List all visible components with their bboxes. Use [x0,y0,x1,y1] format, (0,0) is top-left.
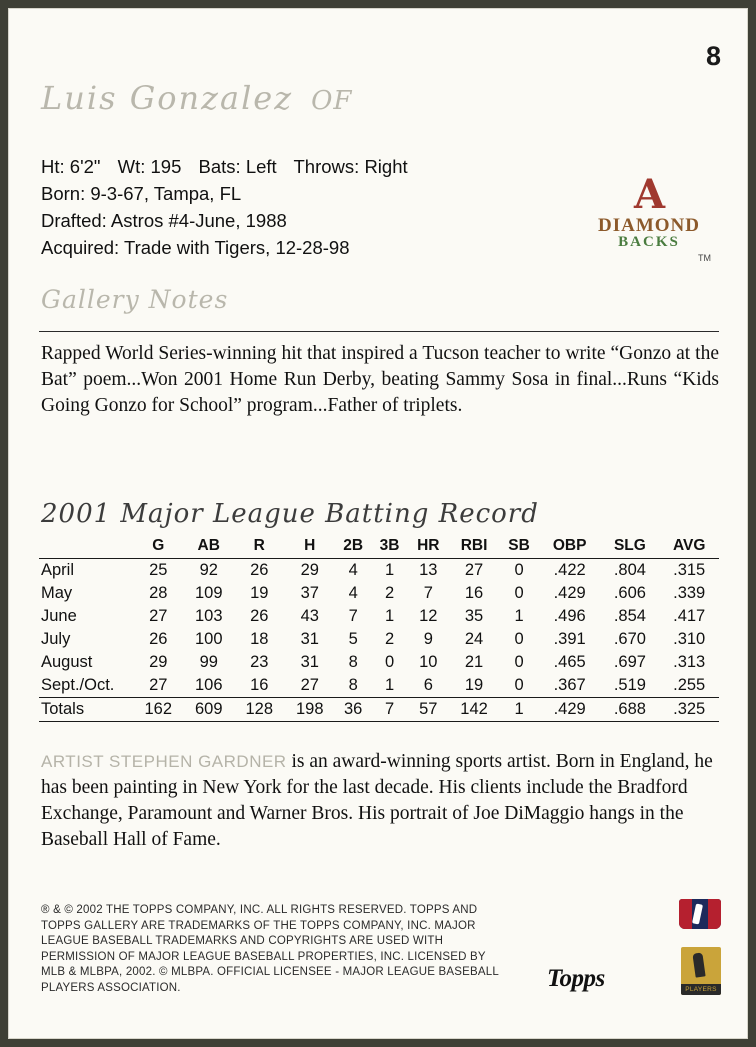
cell-r: 26 [250,561,269,579]
cell-g: 27 [149,607,168,625]
cell-2b: 7 [348,607,358,625]
vitals-born: Born: 9-3-67, Tampa, FL [41,183,242,204]
gallery-notes-heading: Gallery Notes [41,285,229,314]
cell-slg: .688 [613,700,646,718]
cell-month: August [41,653,93,671]
weight-value: 195 [150,156,182,177]
cell-obp: .391 [553,630,586,648]
cell-slg: .606 [613,584,646,602]
table-body [39,559,719,722]
player-name [41,79,352,117]
bats-label: Bats: [198,156,241,177]
cell-sb: 1 [514,700,524,718]
col-header-g: G [152,537,165,554]
cell-2b: 8 [348,653,358,671]
col-header-avg: AVG [672,537,706,554]
col-header-3b: 3B [379,537,400,554]
cell-h: 37 [300,584,319,602]
cell-h: 27 [300,676,319,694]
trademark-symbol: TM [698,253,711,263]
stats-title: 2001 Major League Batting Record [41,499,539,529]
team-logo-diamondbacks [589,171,711,267]
table-row [39,651,719,674]
cell-hr: 12 [419,607,438,625]
cell-h: 198 [295,700,324,718]
col-header-rbi: RBI [460,537,488,554]
cell-avg: .417 [673,607,706,625]
player-position: OF [311,86,353,116]
cell-slg: .854 [613,607,646,625]
cell-avg: .339 [673,584,706,602]
cell-3b: 1 [384,561,395,579]
cell-h: 31 [300,630,319,648]
cell-g: 29 [149,653,168,671]
mlb-logo-icon [679,899,721,929]
table-row [39,628,719,651]
throws-label: Throws: [293,156,360,177]
vitals-line-measurements [41,153,408,180]
cell-month: Totals [41,700,85,718]
height-label: Ht: [41,156,65,177]
cell-r: 19 [250,584,269,602]
gallery-notes-body: Rapped World Series-winning hit that inspired a Tucson teacher to write “Gonzo at the Bat” poem...Won 2001 Home Run Derby, beating Sammy Sosa in final...Runs “Kids Going Gonzo for School” program...Father of triplets. [41,343,719,416]
table-header-row [39,535,719,559]
cell-ab: 109 [194,584,223,602]
col-header-month [39,535,133,559]
cell-sb: 0 [514,653,524,671]
player-name-text: Luis Gonzalez [41,79,294,117]
col-header-hr: HR [417,537,440,554]
cell-rbi: 16 [464,584,484,602]
col-header-ab: AB [197,537,220,554]
cell-2b: 36 [344,700,363,718]
table-row [39,559,719,583]
cell-3b: 2 [384,630,395,648]
batting-record-table [39,535,719,722]
diamondbacks-word-diamond: DIAMOND [598,215,700,236]
cell-r: 18 [250,630,269,648]
cell-3b: 1 [384,607,395,625]
cell-avg: .310 [673,630,706,648]
card-number: 8 [705,41,721,71]
table-row [39,582,719,605]
cell-r: 26 [250,607,269,625]
cell-sb: 0 [514,676,524,694]
player-vitals [41,153,408,261]
cell-2b: 4 [348,584,358,602]
cell-ab: 92 [199,561,218,579]
col-header-2b: 2B [343,537,364,554]
cell-g: 27 [149,676,168,694]
vitals-drafted: Drafted: Astros #4-June, 1988 [41,210,287,231]
diamondbacks-word-backs: BACKS [618,234,680,250]
cell-sb: 0 [514,584,524,602]
cell-hr: 6 [423,676,433,694]
cell-rbi: 142 [460,700,488,718]
cell-rbi: 21 [464,653,484,671]
cell-sb: 1 [514,607,524,625]
cell-obp: .465 [553,653,586,671]
cell-h: 31 [300,653,319,671]
cell-hr: 13 [419,561,438,579]
cell-ab: 100 [194,630,223,648]
cell-month: Sept./Oct. [41,676,115,694]
cell-slg: .804 [613,561,646,579]
cell-obp: .429 [553,700,586,718]
cell-g: 25 [149,561,168,579]
cell-h: 29 [300,561,319,579]
artist-name-label: ARTIST STEPHEN GARDNER [41,752,287,771]
cell-obp: .422 [553,561,586,579]
cell-hr: 9 [423,630,433,648]
mlbpa-logo-label: PLAYERS [681,984,721,995]
table-row [39,674,719,698]
vitals-acquired: Acquired: Trade with Tigers, 12-28-98 [41,237,350,258]
cell-slg: .519 [613,676,646,694]
cell-month: June [41,607,77,625]
cell-avg: .313 [673,653,706,671]
cell-sb: 0 [514,630,524,648]
cell-avg: .325 [673,700,706,718]
cell-slg: .670 [613,630,646,648]
cell-slg: .697 [613,653,646,671]
cell-avg: .255 [673,676,706,694]
cell-g: 26 [149,630,168,648]
cell-ab: 106 [194,676,223,694]
col-header-r: R [253,537,265,554]
cell-obp: .496 [553,607,586,625]
cell-r: 23 [250,653,269,671]
cell-ab: 103 [194,607,223,625]
cell-avg: .315 [673,561,706,579]
mlbpa-logo-icon [681,947,721,995]
cell-rbi: 35 [464,607,484,625]
legal-text: ® & © 2002 THE TOPPS COMPANY, INC. ALL RIGHTS RESERVED. TOPPS AND TOPPS GALLERY ARE TRADEMARKS OF THE TOPPS COMPANY, INC. MAJOR LEAGUE BASEBALL TRADEMARKS AND COPYRIGHTS ARE USED WITH PERMISSION OF MAJOR LEAGUE BASEBALL PROPERTIES, INC. LICENSED BY MLB & MLBPA, 2002. © MLBPA. OFFICIAL LICENSEE - MAJOR LEAGUE BASEBALL PLAYERS ASSOCIATION. [41,904,499,994]
baseball-card-back [8,8,748,1039]
cell-3b: 0 [384,653,395,671]
cell-obp: .367 [553,676,586,694]
weight-label: Wt: [117,156,146,177]
height-value: 6'2" [69,156,101,177]
batting-record-table-wrap [39,535,719,722]
bats-value: Left [245,156,277,177]
cell-r: 128 [245,700,274,718]
artist-bio [41,749,721,853]
cell-g: 162 [144,700,173,718]
cell-sb: 0 [514,561,524,579]
cell-2b: 5 [348,630,358,648]
divider-under-notes-heading [39,331,719,332]
cell-obp: .429 [553,584,586,602]
cell-3b: 2 [384,584,395,602]
cell-r: 16 [250,676,269,694]
cell-hr: 57 [419,700,438,718]
cell-rbi: 24 [464,630,484,648]
col-header-h: H [304,537,316,554]
cell-ab: 609 [194,700,223,718]
artist-bio-text: is an award-winning sports artist. Born in England, he has been painting in New York for the last decade. His clients include the Bradford Exchange, Paramount and Warner Bros. His portrait of Joe DiMaggio hangs in the Baseball Hall of Fame. [41,751,713,850]
col-header-obp: OBP [552,537,587,554]
cell-2b: 4 [348,561,358,579]
table-row [39,605,719,628]
cell-ab: 99 [199,653,218,671]
cell-3b: 7 [384,700,395,718]
table-row-totals [39,698,719,722]
cell-h: 43 [300,607,319,625]
cell-hr: 7 [423,584,433,602]
cell-month: April [41,561,75,579]
cell-g: 28 [149,584,168,602]
cell-rbi: 27 [464,561,484,579]
cell-3b: 1 [384,676,395,694]
topps-logo: Topps [547,965,605,992]
cell-rbi: 19 [464,676,484,694]
col-header-slg: SLG [613,537,646,554]
cell-month: July [41,630,71,648]
cell-month: May [41,584,73,602]
diamondbacks-a-mark: A [633,171,665,218]
col-header-sb: SB [508,537,530,554]
cell-hr: 10 [419,653,438,671]
cell-2b: 8 [348,676,358,694]
throws-value: Right [364,156,408,177]
